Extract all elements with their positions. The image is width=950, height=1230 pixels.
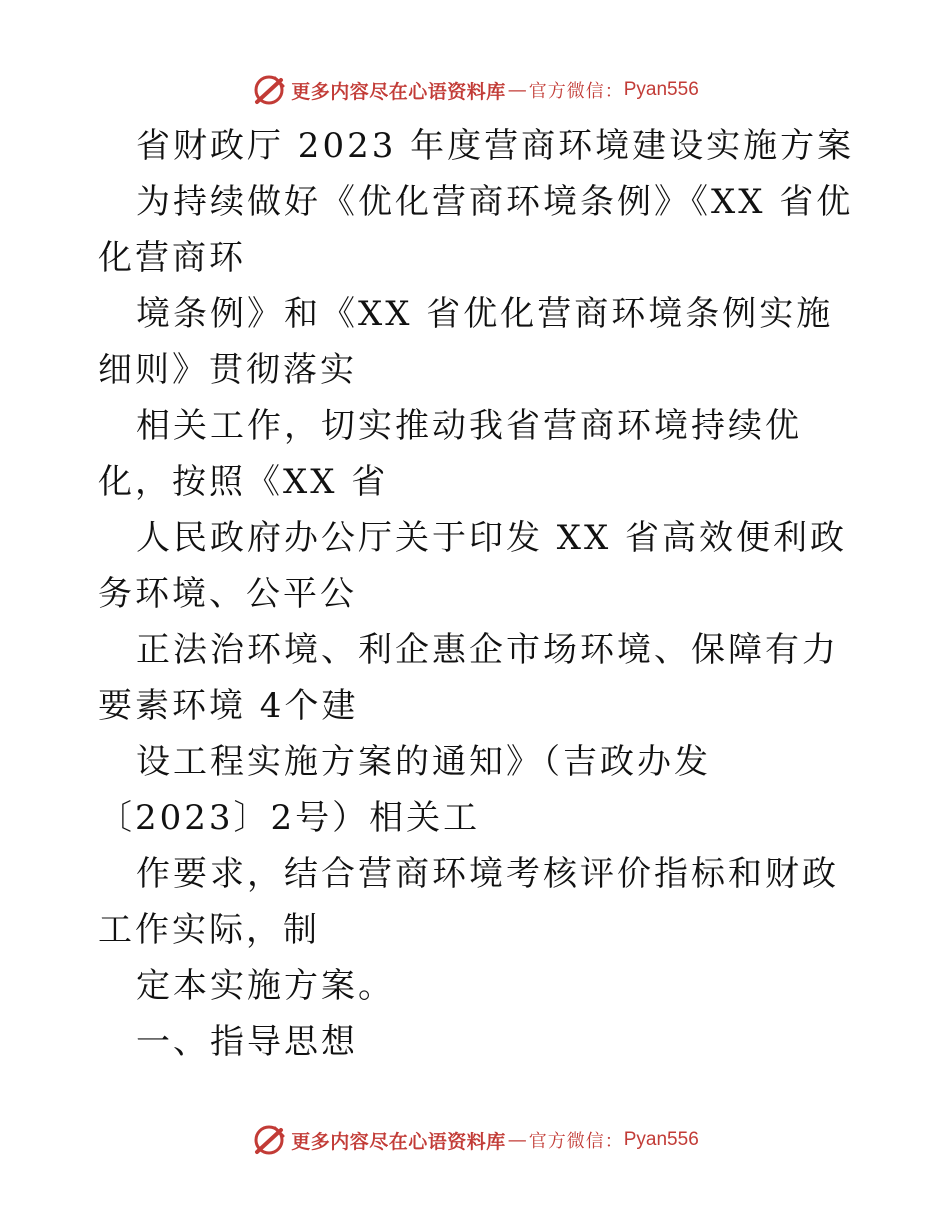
watermark-banner-top xyxy=(0,68,950,112)
document-body xyxy=(98,118,858,1070)
watermark-main-text: 更多内容尽在心语资料库 xyxy=(291,80,506,103)
watermark-wechat-id: Pyan556 xyxy=(623,1129,699,1150)
watermark-banner-bottom xyxy=(0,1118,950,1162)
document-line: 境条例》和《XX 省优化营商环境条例实施细则》贯彻落实 xyxy=(98,294,834,390)
watermark-sub-text: 官方微信： xyxy=(528,81,624,102)
watermark-main-text: 更多内容尽在心语资料库 xyxy=(291,1130,506,1153)
watermark-sub-text: 官方微信： xyxy=(528,1131,624,1152)
pen-seal-logo-icon xyxy=(251,72,287,108)
document-line: 正法治环境、利企惠企市场环境、保障有力要素环境 4个建 xyxy=(98,630,839,726)
document-line: 人民政府办公厅关于印发 XX 省高效便利政务环境、公平公 xyxy=(98,518,848,614)
watermark-dash: — xyxy=(507,1129,527,1151)
watermark-wechat-id: Pyan556 xyxy=(623,79,699,100)
document-line: 定本实施方案。 xyxy=(136,966,395,1006)
watermark-dash: — xyxy=(507,79,527,101)
document-line: 作要求，结合营商环境考核评价指标和财政工作实际，制 xyxy=(98,854,839,950)
document-line: 为持续做好《优化营商环境条例》《XX 省优化营商环 xyxy=(98,182,854,278)
document-line: 相关工作，切实推动我省营商环境持续优化，按照《XX 省 xyxy=(98,406,802,502)
pen-seal-logo-icon xyxy=(251,1122,287,1158)
section-heading: 一、指导思想 xyxy=(136,1022,358,1062)
document-line: 设工程实施方案的通知》（吉政办发〔2023〕2号）相关工 xyxy=(98,742,711,838)
document-title-line: 省财政厅 2023 年度营商环境建设实施方案 xyxy=(136,126,855,166)
